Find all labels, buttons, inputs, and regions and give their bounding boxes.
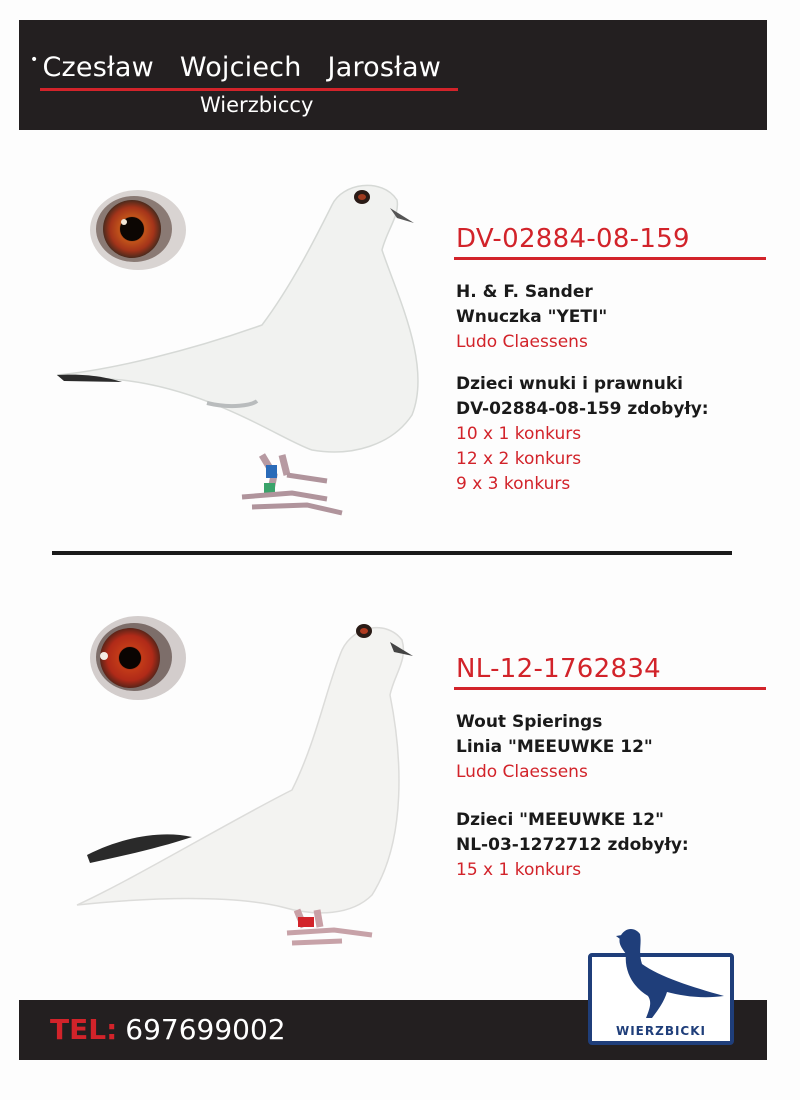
offspring-heading-1: Dzieci wnuki i prawnuki bbox=[456, 374, 683, 394]
ring-underline-1 bbox=[454, 257, 766, 260]
result-item: 10 x 1 konkurs bbox=[456, 424, 582, 444]
first-name-1: Czesław bbox=[42, 52, 154, 83]
result-item: 15 x 1 konkurs bbox=[456, 860, 582, 880]
tel-label: TEL: bbox=[50, 1013, 118, 1046]
tel-number: 697699002 bbox=[125, 1013, 286, 1046]
bullet-dot-icon: • bbox=[30, 52, 39, 68]
offspring-heading-3: Dzieci "MEEUWKE 12" bbox=[456, 810, 664, 830]
ring-number-2: NL-12-1762834 bbox=[456, 654, 662, 684]
header-names bbox=[30, 52, 467, 83]
offspring-heading-4: NL-03-1272712 zdobyły: bbox=[456, 835, 689, 855]
section-divider bbox=[52, 551, 732, 555]
result-item: 12 x 2 konkurs bbox=[456, 449, 582, 469]
ring-underline-2 bbox=[454, 687, 766, 690]
pigeon-photo-1 bbox=[52, 175, 422, 530]
phone-contact bbox=[50, 1013, 286, 1046]
lineage-1: Wnuczka "YETI" bbox=[456, 307, 608, 327]
first-name-2: Wojciech bbox=[179, 52, 302, 83]
breeder-1: H. & F. Sander bbox=[456, 282, 593, 302]
breeder-2: Wout Spierings bbox=[456, 712, 603, 732]
origin-2: Ludo Claessens bbox=[456, 762, 588, 782]
first-name-3: Jarosław bbox=[327, 52, 442, 83]
offspring-heading-2: DV-02884-08-159 zdobyły: bbox=[456, 399, 709, 419]
header-underline bbox=[40, 88, 458, 91]
pigeon-silhouette-icon bbox=[612, 922, 730, 1022]
ring-number-1: DV-02884-08-159 bbox=[456, 224, 690, 254]
header-surname: Wierzbiccy bbox=[200, 93, 314, 117]
pigeon-photo-2 bbox=[72, 615, 422, 955]
origin-1: Ludo Claessens bbox=[456, 332, 588, 352]
result-item: 9 x 3 konkurs bbox=[456, 474, 571, 494]
lineage-2: Linia "MEEUWKE 12" bbox=[456, 737, 653, 757]
logo-text: WIERZBICKI bbox=[615, 1024, 707, 1038]
